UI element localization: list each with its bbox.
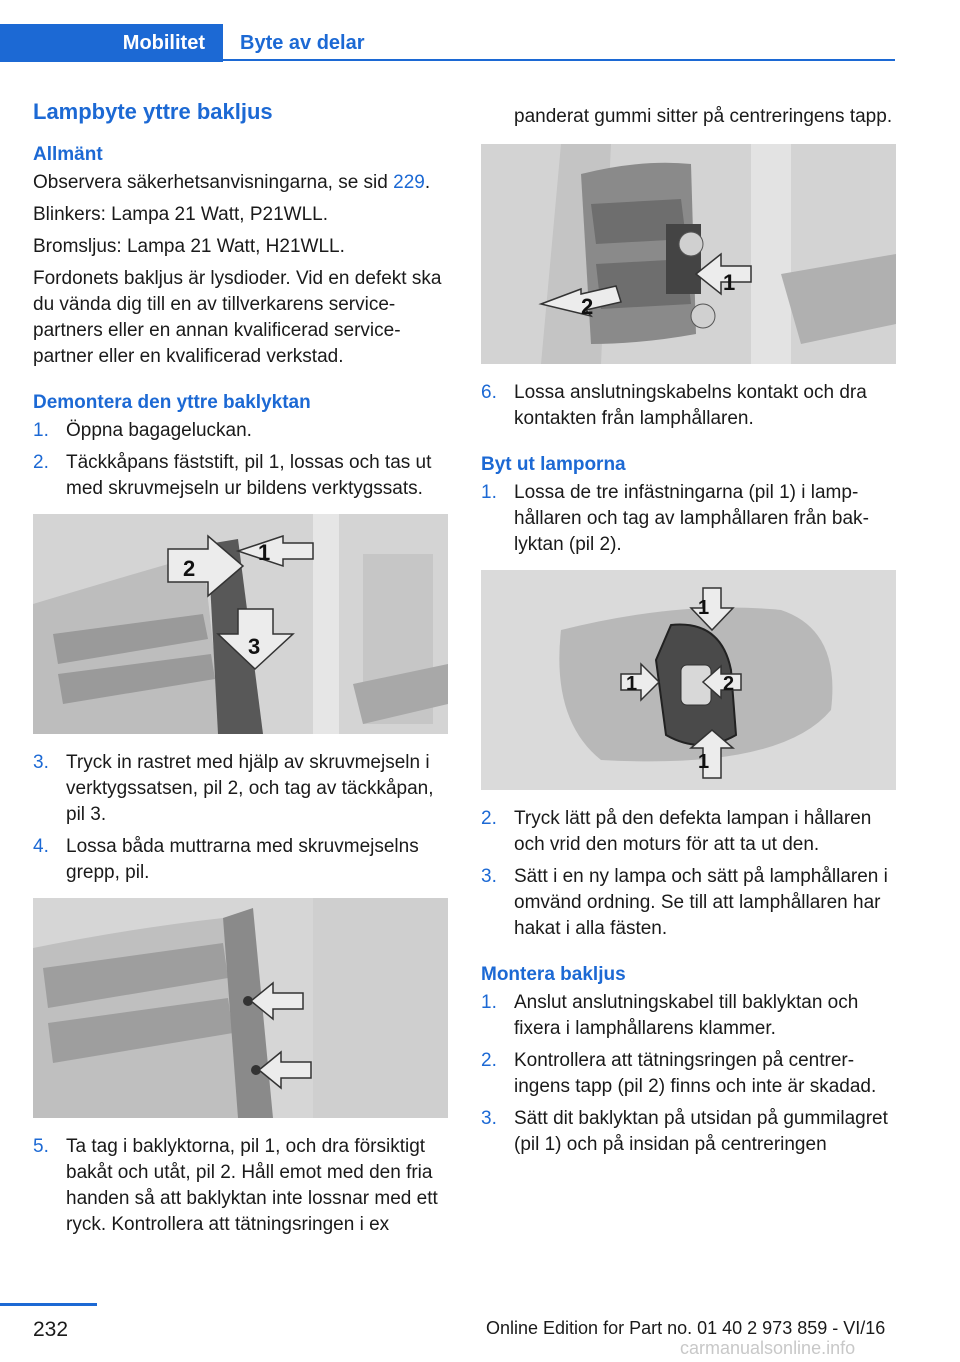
figure-cover-removal [33,514,448,734]
footer-rule [0,1303,97,1306]
steps-list-b [33,750,448,886]
list-item: 2. Kontrollera att tätningsringen på centreringens tapp (pil 2) finns och inte är skadad. [481,1050,877,1097]
list-item: 6. Lossa anslutningskabelns kontakt och dra kontakten från lamphållaren. [481,382,867,429]
tab-byte-av-delar[interactable]: Byte av delar [240,31,365,54]
general-heading: Allmänt [33,144,103,165]
left-column [33,98,448,1244]
list-item: 1. Lossa de tre infästningarna (pil 1) i lamphållaren och tag av lamphållaren från baklyktan (pil 2). [481,482,869,555]
fig3-label-1: 1 [723,270,736,295]
fig4-label-bottom: 1 [698,751,710,773]
general-paragraph-blinkers: Blinkers: Lampa 21 Watt, P21WLL. [33,204,328,225]
fig4-label-top: 1 [698,597,710,619]
page-number: 232 [33,1318,69,1341]
remove-heading: Demontera den yttre baklyktan [33,392,311,413]
fig1-label-2: 2 [183,556,196,581]
continuation-text: panderat gummi sitter på centreringens tapp. [514,106,893,127]
steps-list-g [481,990,896,1158]
fig4-label-left: 1 [626,673,638,695]
list-item: 3. Sätt i en ny lampa och sätt på lamphållaren i omvänd ordning. Se till att lamphållaren har hakat i alla fästen. [481,866,888,939]
section-title: Lampbyte yttre bakljus [33,99,273,124]
figure-lampholder [481,570,896,790]
list-item: 4. Lossa båda muttrarna med skruvmejselns grepp, pil. [33,836,419,883]
replace-heading: Byt ut lamporna [481,454,626,475]
figure-taillight-pull [481,144,896,364]
list-item: 1. Öppna bagageluckan. [33,420,252,441]
steps-list-f [481,806,896,942]
list-item: 2. Tryck lätt på den defekta lampan i hållaren och vrid den moturs för att ta ut den. [481,808,872,855]
tab-mobilitet[interactable]: Mobilitet [0,24,223,62]
fig1-label-1: 1 [258,540,271,565]
steps-list-c [33,1134,448,1238]
steps-list-d [481,380,896,432]
header-tabs [0,0,960,62]
watermark: carmanualsonline.info [680,1338,856,1358]
general-paragraph-led: Fordonets bakljus är lysdioder. Vid en defekt ska du vända dig till en av tillverkarens servicepartners eller en annan kvalificerad servicepartner eller en kvalificerad verkstad. [33,268,442,367]
page-link-229[interactable]: 229 [393,172,425,193]
list-item: 3. Tryck in rastret med hjälp av skruvmejseln i verktygssatsen, pil 2, och tag av täckkåpan, pil 3. [33,752,434,825]
fig1-label-3: 3 [248,634,261,659]
steps-list-a [33,418,448,502]
fig4-label-right: 2 [723,673,735,695]
edition-info: Online Edition for Part no. 01 40 2 973 859 - VI/16 [486,1318,886,1338]
general-paragraph-brakelight: Bromsljus: Lampa 21 Watt, H21WLL. [33,236,345,257]
list-item: 3. Sätt dit baklyktan på utsidan på gummilagret (pil 1) och på insidan på centreringen [481,1108,888,1155]
steps-list-e [481,480,896,558]
figure-nuts [33,898,448,1118]
list-item: 1. Anslut anslutningskabel till baklyktan och fixera i lamphållarens klammer. [481,992,859,1039]
right-column [481,104,896,1164]
tab-underline [223,59,895,61]
list-item: 2. Täckkåpans fäststift, pil 1, lossas och tas ut med skruvmejseln ur bildens verktygssats. [33,452,432,499]
fig3-label-2: 2 [581,294,594,319]
general-paragraph-safety: Observera säkerhetsanvisningarna, se sid 229. [33,172,431,193]
mount-heading: Montera bakljus [481,964,626,985]
list-item: 5. Ta tag i baklyktorna, pil 1, och dra försiktigt bakåt och utåt, pil 2. Håll emot med den fria handen så att baklyktan inte lossnar med ett ryck. Kontrollera att tätningsringen i ex [33,1136,438,1235]
